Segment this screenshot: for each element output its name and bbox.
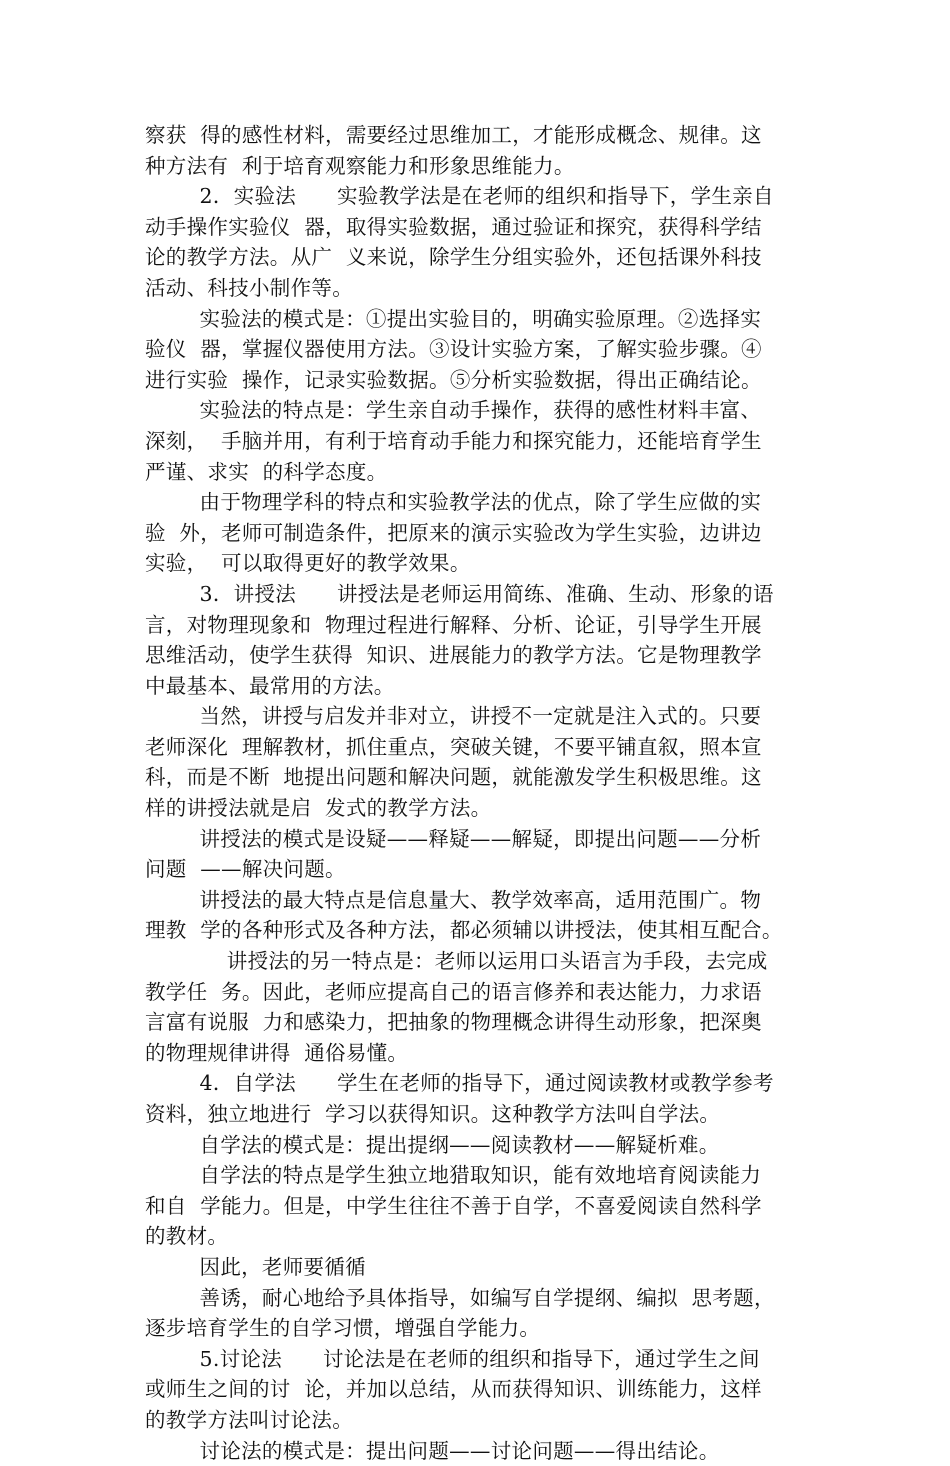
text-line: 教学任 务。因此，老师应提高自己的语言修养和表达能力，力求语 <box>145 979 762 1004</box>
text-line: 自学法的模式是：提出提纲——阅读教材——解疑析难。 <box>145 1132 720 1157</box>
text-line: 2．实验法 实验教学法是在老师的组织和指导下，学生亲自 <box>145 184 774 209</box>
text-line: 的教学方法叫讨论法。 <box>145 1407 353 1432</box>
text-line: 讨论法的模式是：提出问题——讨论问题——得出结论。 <box>145 1438 720 1463</box>
text-line: 4．自学法 学生在老师的指导下，通过阅读教材或教学参考 <box>145 1071 774 1096</box>
text-line: 言富有说服 力和感染力，把抽象的物理概念讲得生动形象，把深奥 <box>145 1010 762 1035</box>
text-line: 资料，独立地进行 学习以获得知识。这种教学方法叫自学法。 <box>145 1102 721 1126</box>
text-line: 讲授法的另一特点是：老师以运用口头语言为手段，去完成 <box>145 949 768 974</box>
text-line: 论的教学方法。从广 义来说，除学生分组实验外，还包括课外科技 <box>145 245 762 270</box>
text-line: 善诱，耐心地给予具体指导，如编写自学提纲、编拟 思考题， <box>145 1285 775 1310</box>
text-line: 实验， 可以取得更好的教学效果。 <box>145 551 471 576</box>
text-line: 问题 ——解决问题。 <box>145 857 346 882</box>
text-line: 验 外，老师可制造条件，把原来的演示实验改为学生实验，边讲边 <box>145 520 762 545</box>
text-line: 种方法有 利于培育观察能力和形象思维能力。 <box>145 153 575 178</box>
text-line: 科，而是不断 地提出问题和解决问题，就能激发学生积极思维。这 <box>145 765 762 790</box>
text-line: 理教 学的各种形式及各种方法，都必须辅以讲授法，使其相互配合。 <box>145 918 783 943</box>
text-line: 严谨、求实 的科学态度。 <box>145 459 388 484</box>
text-line: 老师深化 理解教材，抓住重点，突破关键，不要平铺直叙，照本宣 <box>145 734 762 759</box>
text-line: 实验法的特点是：学生亲自动手操作，获得的感性材料丰富、 <box>145 398 762 423</box>
body-text <box>145 120 815 1466</box>
text-line: 进行实验 操作，记录实验数据。⑤分析实验数据，得出正确结论。 <box>145 367 762 392</box>
text-line: 样的讲授法就是启 发式的教学方法。 <box>145 796 492 821</box>
text-line: 讲授法的模式是设疑——释疑——解疑，即提出问题——分析 <box>145 826 762 851</box>
text-line: 或师生之间的讨 论，并加以总结，从而获得知识、训练能力，这样 <box>145 1377 762 1402</box>
text-line: 实验法的模式是：①提出实验目的，明确实验原理。②选择实 <box>145 306 762 331</box>
text-line: 验仪 器，掌握仪器使用方法。③设计实验方案，了解实验步骤。④ <box>145 337 762 362</box>
text-line: 自学法的特点是学生独立地猎取知识，能有效地培育阅读能力 <box>145 1163 762 1188</box>
text-line: 深刻， 手脑并用，有利于培育动手能力和探究能力，还能培育学生 <box>145 428 762 453</box>
text-line: 的教材。 <box>145 1224 229 1249</box>
text-line: 察获 得的感性材料，需要经过思维加工，才能形成概念、规律。这 <box>145 123 762 147</box>
text-line: 言，对物理现象和 物理过程进行解释、分析、论证，引导学生开展 <box>145 612 762 637</box>
text-line: 由于物理学科的特点和实验教学法的优点，除了学生应做的实 <box>145 490 762 515</box>
text-line: 讲授法的最大特点是信息量大、教学效率高，适用范围广。物 <box>145 887 762 912</box>
text-line: 思维活动，使学生获得 知识、进展能力的教学方法。它是物理教学 <box>145 643 762 668</box>
text-line: 中最基本、最常用的方法。 <box>145 673 395 698</box>
text-line: 逐步培育学生的自学习惯，增强自学能力。 <box>145 1316 541 1341</box>
text-line: 活动、科技小制作等。 <box>145 275 353 300</box>
text-line: 动手操作实验仪 器，取得实验数据，通过验证和探究，获得科学结 <box>145 214 762 239</box>
text-line: 因此，老师要循循 <box>145 1254 366 1279</box>
text-line: 当然，讲授与启发并非对立，讲授不一定就是注入式的。只要 <box>145 704 762 729</box>
text-line: 的物理规律讲得 通俗易懂。 <box>145 1040 409 1065</box>
text-line: 5.讨论法 讨论法是在老师的组织和指导下，通过学生之间 <box>145 1346 760 1371</box>
text-line: 和自 学能力。但是，中学生往往不善于自学，不喜爱阅读自然科学 <box>145 1193 762 1218</box>
text-line: 3．讲授法 讲授法是老师运用简练、准确、生动、形象的语 <box>145 581 774 606</box>
